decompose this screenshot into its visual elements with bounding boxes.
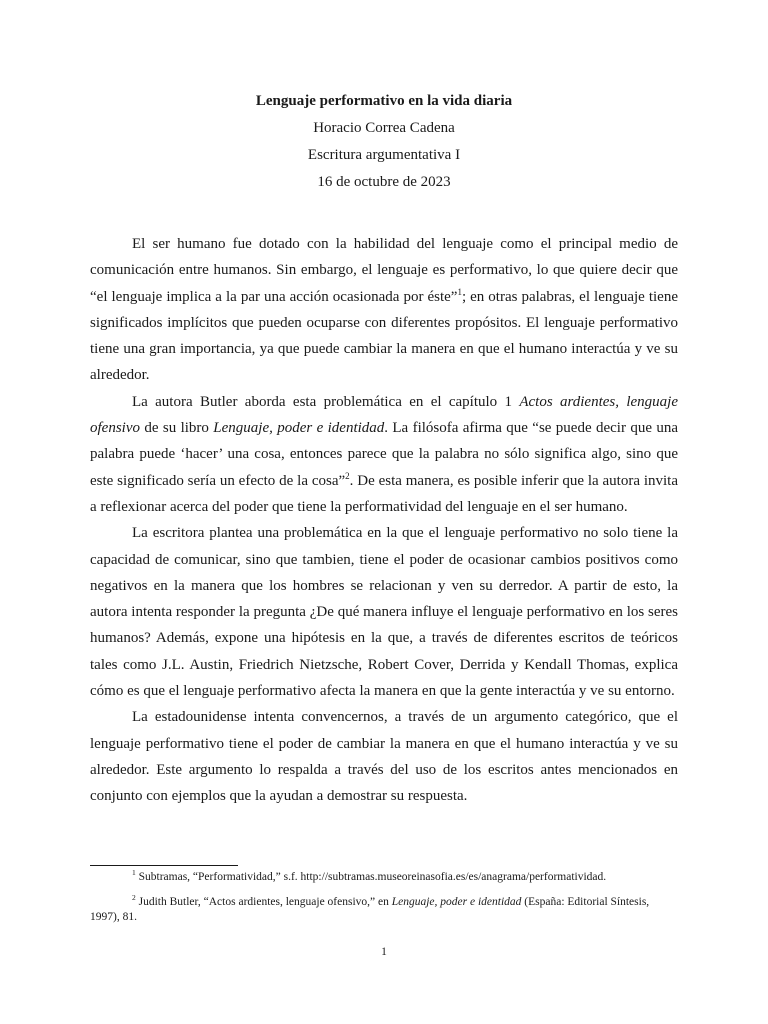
book-title: Lenguaje, poder e identidad	[213, 420, 385, 437]
document-body	[90, 231, 678, 810]
document-title: Lenguaje performativo en la vida diaria	[255, 93, 513, 109]
paragraph-2-text-b: de su libro	[140, 420, 214, 437]
footnote-1-number: 1	[132, 868, 136, 878]
footnote-1	[90, 870, 678, 885]
footnote-2-number: 2	[132, 893, 136, 903]
paragraph-1	[90, 231, 678, 389]
paragraph-2-text-a: La autora Butler aborda esta problemática en el capítulo 1	[132, 393, 520, 410]
author-name: Horacio Correa Cadena	[313, 120, 455, 136]
footnote-divider	[90, 865, 238, 866]
document-header	[90, 88, 678, 196]
paragraph-2-text-c: . La filósofa afirma que “se puede decir que una palabra puede ‘hacer’ una cosa, entonces parece que la palabra no sólo significa algo, sino que este significado sería un efecto de la cosa”	[90, 420, 679, 489]
footnote-1-text: Subtramas, “Performatividad,” s.f. http://subtramas.museoreinasofia.es/es/anagrama/performatividad.	[135, 871, 607, 883]
paragraph-1-text-b: ; en otras palabras, el lenguaje tiene significados implícitos que pueden ocuparse con diferentes propósitos. El lenguaje performativo tiene una gran importancia, ya que puede cambiar la manera en que el humano interactúa y ve su alrededor.	[90, 288, 678, 384]
page-number: 1	[381, 946, 387, 958]
paragraph-4: La estadounidense intenta convencernos, a través de un argumento categórico, que el lenguaje performativo tiene el poder de cambiar la manera en que el humano interactúa y ve su alrededor. Este argumento lo respalda a través del uso de los escritos antes mencionados en conjunto con ejemplos que la ayudan a demostrar su respuesta.	[90, 709, 678, 805]
paragraph-2	[90, 389, 678, 520]
chapter-title: Actos ardientes, lenguaje ofensivo	[90, 393, 678, 437]
paragraph-1-text-a: El ser humano fue dotado con la habilidad del lenguaje como el principal medio de comunicación entre humanos. Sin embargo, el lenguaje es performativo, lo que quiere decir que “el lenguaje implica a la par una acción ocasionada por éste”	[90, 236, 678, 305]
footnote-ref-1: 1	[457, 286, 462, 297]
footnote-2-book-title: Lenguaje, poder e identidad	[391, 896, 522, 908]
document-date: 16 de octubre de 2023	[317, 174, 451, 190]
footnote-2-text-a: Judith Butler, “Actos ardientes, lenguaje ofensivo,” en	[135, 896, 392, 908]
paragraph-3: La escritora plantea una problemática en la que el lenguaje performativo no solo tiene la capacidad de comunicar, sino que tambien, tiene el poder de ocasionar cambios positivos como negativos en la manera que los hombres se relacionan y ven su derredor. A partir de esto, la autora intenta responder la pregunta ¿De qué manera influye el lenguaje performativo en los seres humanos? Además, expone una hipótesis en la que, a través de diferentes escritos de teóricos tales como J.L. Austin, Friedrich Nietzsche, Robert Cover, Derrida y Kendall Thomas, explica cómo es que el lenguaje performativo afecta la manera en que la gente interactúa y ve su entorno.	[90, 525, 678, 700]
footnotes	[90, 870, 678, 935]
paragraph-2-text-d: . De esta manera, es posible inferir que la autora invita a reflexionar acerca del poder que tiene la performatividad del lenguaje en el ser humano.	[90, 472, 679, 515]
footnote-2-text-b: (España: Editorial Síntesis, 1997), 81.	[90, 896, 650, 923]
course-name: Escritura argumentativa I	[307, 147, 461, 163]
footnote-2	[90, 895, 678, 925]
footnote-ref-2: 2	[345, 470, 350, 481]
